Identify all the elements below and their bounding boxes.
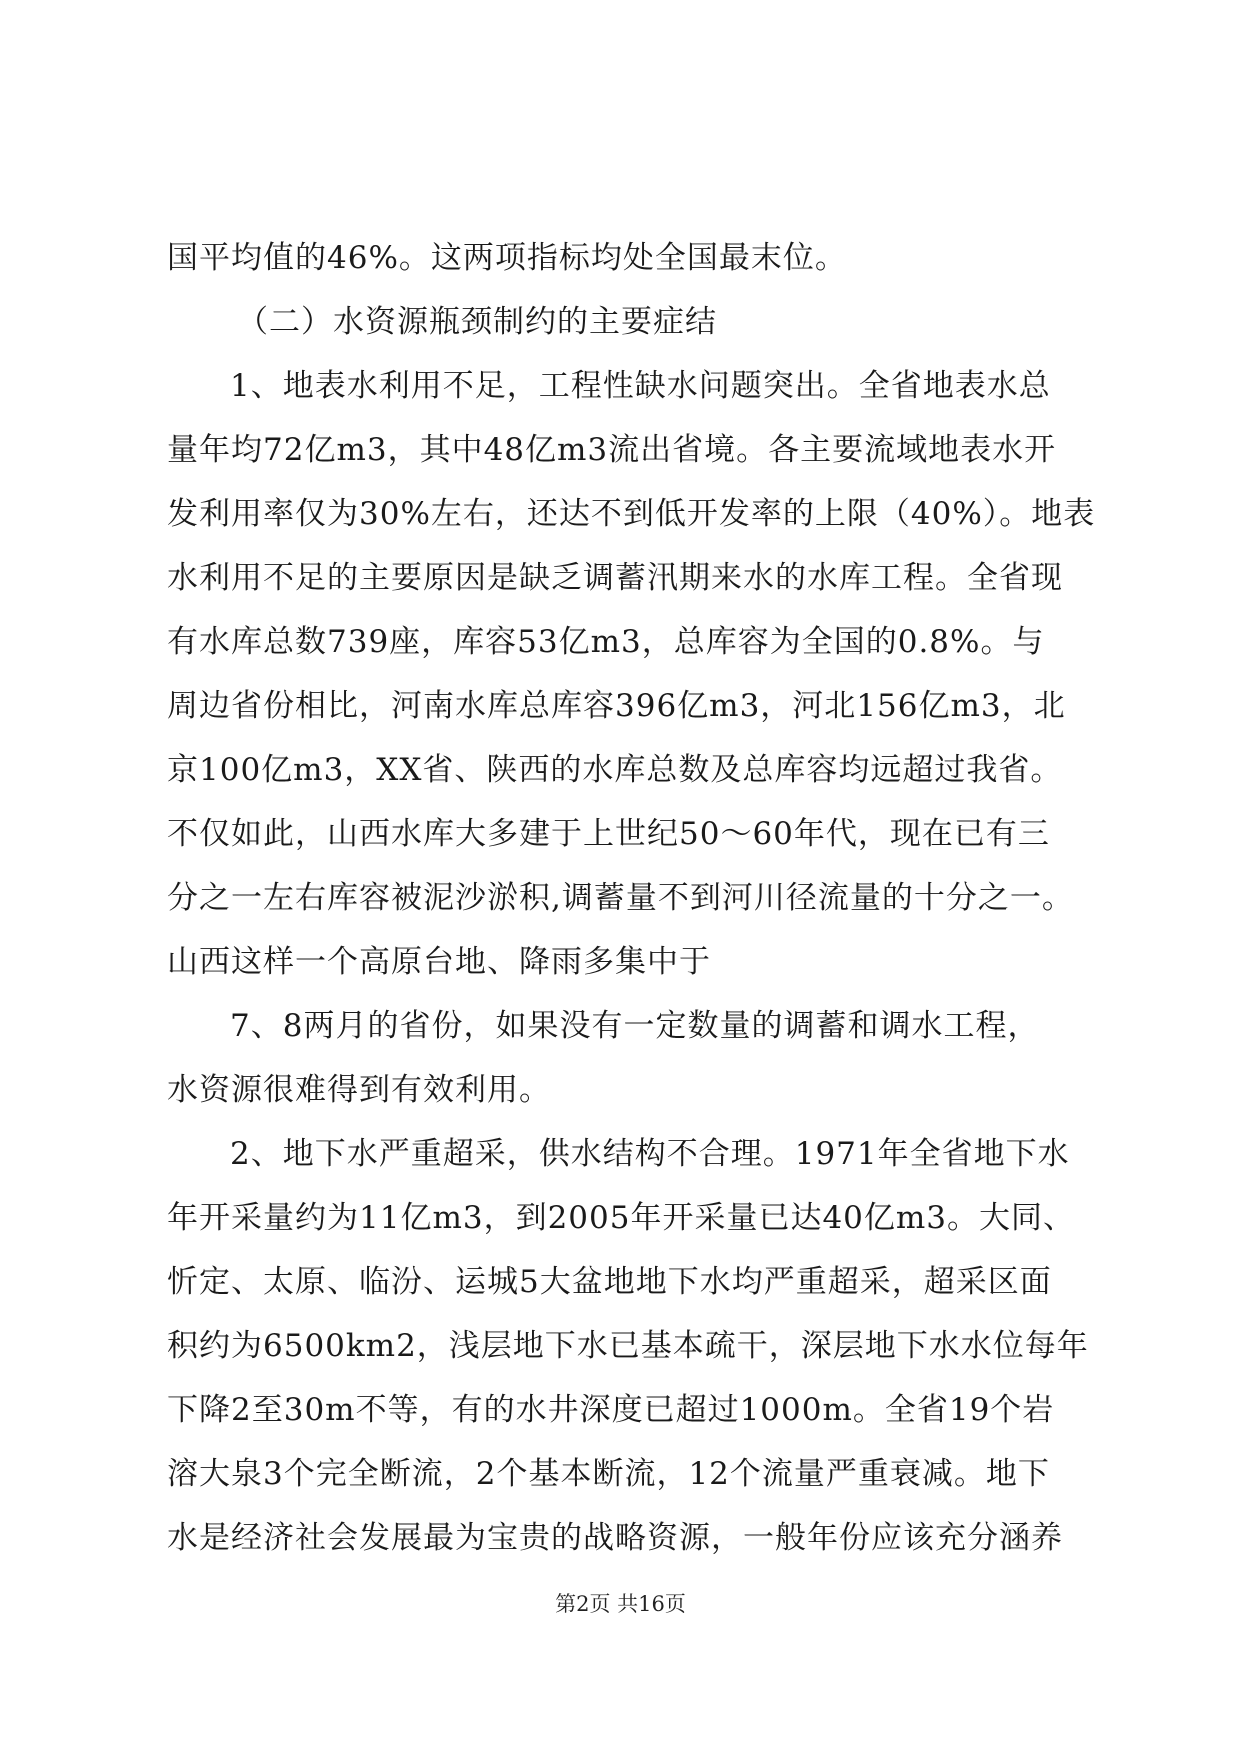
section-heading: （二）水资源瓶颈制约的主要症结 <box>237 304 717 340</box>
paragraph-line: 不仅如此，山西水库大多建于上世纪50～60年代，现在已有三 <box>167 816 1050 852</box>
paragraph-line: 1、地表水利用不足，工程性缺水问题突出。全省地表水总 <box>230 368 1051 404</box>
paragraph-line: 年开采量约为11亿m3，到2005年开采量已达40亿m3。大同、 <box>167 1200 1076 1236</box>
paragraph-line: 水利用不足的主要原因是缺乏调蓄汛期来水的水库工程。全省现 <box>167 560 1063 596</box>
paragraph-line: 量年均72亿m3，其中48亿m3流出省境。各主要流域地表水开 <box>167 432 1057 468</box>
paragraph-line: 水资源很难得到有效利用。 <box>167 1072 551 1108</box>
paragraph-line: 水是经济社会发展最为宝贵的战略资源，一般年份应该充分涵养 <box>167 1520 1063 1556</box>
paragraph-line: 京100亿m3，XX省、陕西的水库总数及总库容均远超过我省。 <box>167 752 1063 788</box>
paragraph-line: 发利用率仅为30%左右，还达不到低开发率的上限（40%）。地表 <box>167 496 1096 532</box>
paragraph-line: 山西这样一个高原台地、降雨多集中于 <box>167 944 711 980</box>
paragraph-line: 7、8两月的省份，如果没有一定数量的调蓄和调水工程， <box>230 1008 1040 1044</box>
paragraph-line: 有水库总数739座，库容53亿m3，总库容为全国的0.8%。与 <box>167 624 1045 660</box>
paragraph-line: 下降2至30m不等，有的水井深度已超过1000m。全省19个岩 <box>167 1392 1055 1428</box>
page-number-footer: 第2页 共16页 <box>555 1592 686 1616</box>
paragraph-line: 国平均值的46%。这两项指标均处全国最末位。 <box>167 240 847 276</box>
paragraph-line: 2、地下水严重超采，供水结构不合理。1971年全省地下水 <box>230 1136 1070 1172</box>
paragraph-line: 周边省份相比，河南水库总库容396亿m3，河北156亿m3，北 <box>167 688 1066 724</box>
paragraph-line: 分之一左右库容被泥沙淤积,调蓄量不到河川径流量的十分之一。 <box>167 880 1074 916</box>
paragraph-line: 溶大泉3个完全断流，2个基本断流，12个流量严重衰减。地下 <box>167 1456 1050 1492</box>
paragraph-line: 忻定、太原、临汾、运城5大盆地地下水均严重超采，超采区面 <box>167 1264 1052 1300</box>
paragraph-line: 积约为6500km2，浅层地下水已基本疏干，深层地下水水位每年 <box>167 1328 1089 1364</box>
